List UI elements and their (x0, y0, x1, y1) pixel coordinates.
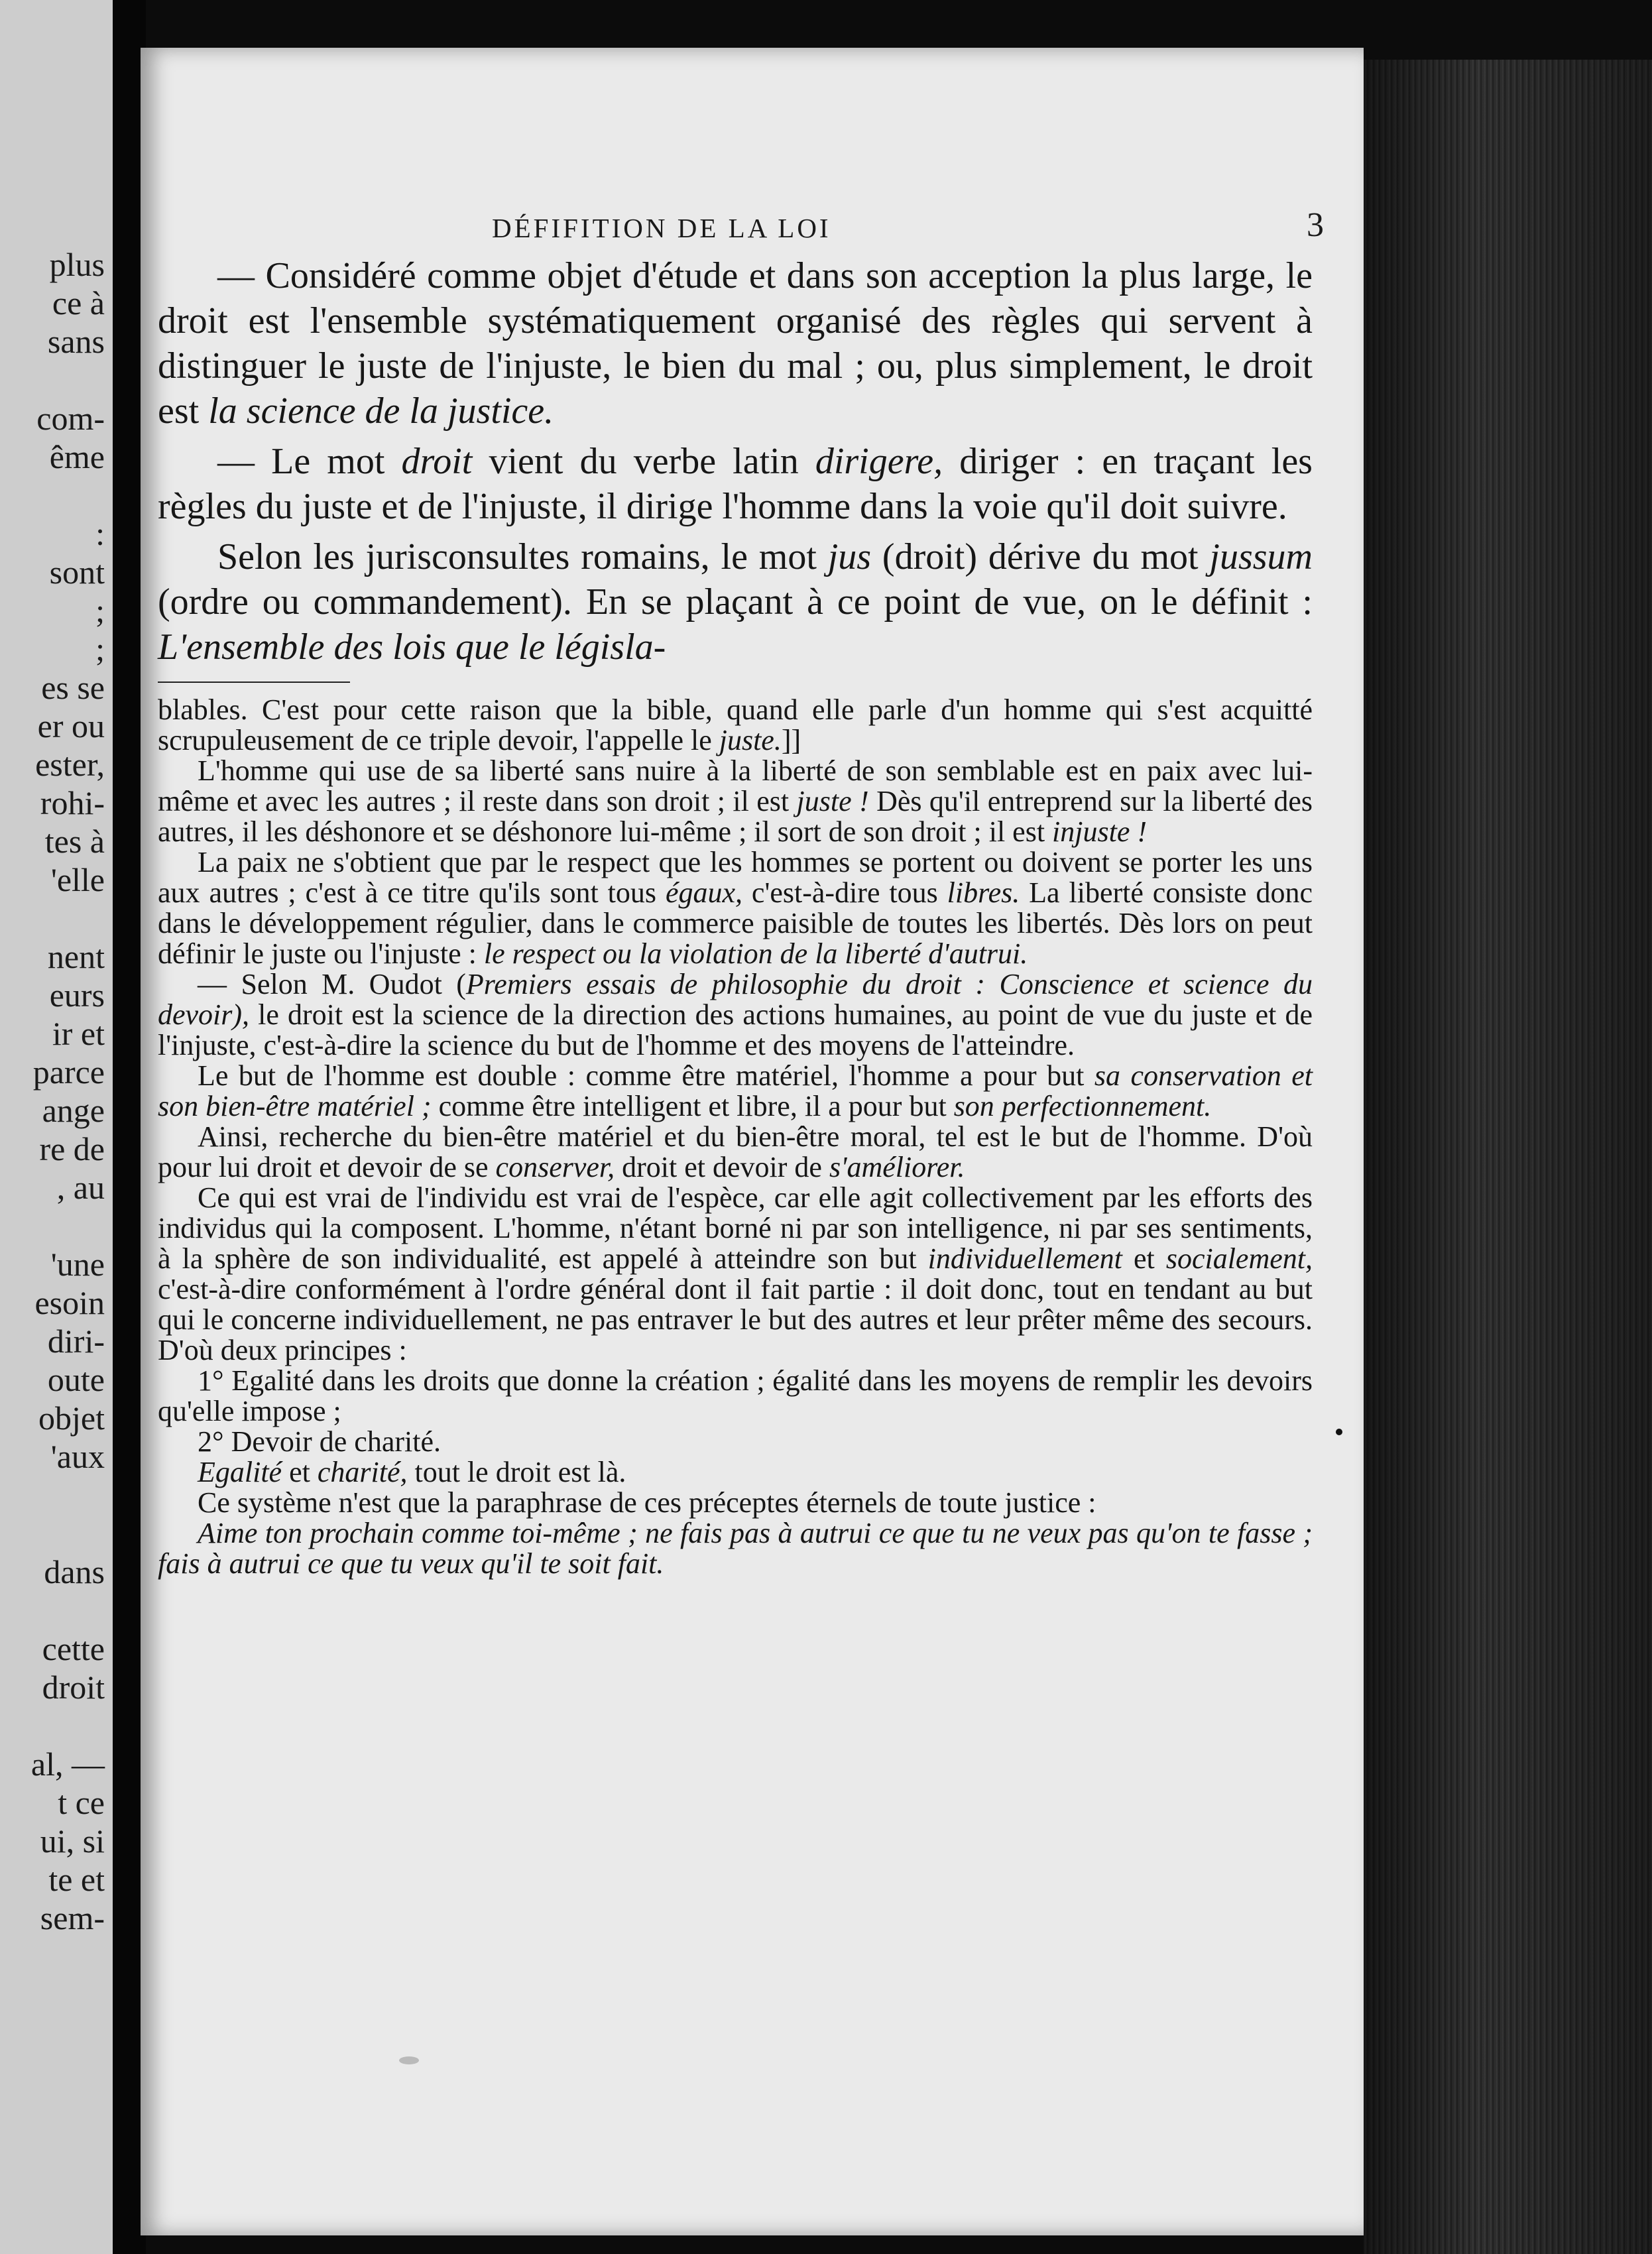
facing-page-fragment: dans (44, 1553, 105, 1590)
italic-run: s'améliorer. (829, 1151, 965, 1183)
text-run: — Selon M. Oudot ( (198, 968, 466, 1000)
facing-page-fragment: ; (95, 592, 105, 629)
text-run: Ce qui est vrai de l'individu est vrai de l'espèce, car elle agit collectivement par les efforts des individus qui la composent. L'homme, n'étant borné ni par son intelligence, ni par ses sentiments, à la sphère de son individualité, est appelé à atteindre son but (158, 1181, 1313, 1275)
text-run: c'est-à-dire conformément à l'ordre général dont il fait partie : il doit donc, tout en tendant au but qui le concerne individuellement, ne pas entraver le but des autres et leur prêter même des secours. D'où deux principes : (158, 1273, 1313, 1366)
text-run: comme être intelligent et libre, il a pour but (431, 1090, 954, 1122)
facing-page-fragment: er ou (37, 707, 105, 744)
facing-page-fragment: droit (42, 1669, 105, 1706)
italic-run: juste ! (796, 785, 869, 817)
facing-page-fragment: sem- (40, 1899, 105, 1936)
facing-page-fragment (0, 1591, 113, 1630)
book-page (141, 48, 1364, 2235)
italic-run: sa conservation et son bien-être matériel ; (158, 1059, 1313, 1122)
italic-run: jus (827, 536, 872, 577)
facing-page-fragment: 'elle (50, 861, 105, 898)
text-run: vient du verbe latin (472, 441, 815, 482)
text-run: Dès qu'il entreprend sur la liberté des autres, il les déshonore et se déshonore lui-même ; il sort de son droit ; il est (158, 785, 1313, 848)
paragraph (158, 534, 1313, 670)
italic-run: dirigere, (815, 441, 943, 482)
text-run: Selon les jurisconsultes romains, le mot (217, 536, 828, 577)
dust-speck (1336, 1429, 1342, 1435)
facing-page-fragment (0, 1207, 113, 1245)
facing-page-fragment: 'aux (50, 1438, 105, 1475)
facing-page-fragment: oute (47, 1361, 105, 1398)
page-header (141, 206, 1364, 252)
facing-page-fragment: eurs (49, 977, 105, 1014)
facing-page-fragment: ester, (35, 746, 105, 783)
italic-run: L'ensemble des lois que le législa- (158, 626, 666, 668)
text-run: Le but de l'homme est double : comme être matériel, l'homme a pour but (198, 1059, 1094, 1092)
footnote-paragraph (158, 969, 1313, 1061)
facing-page-fragment (0, 899, 113, 937)
facing-page-fragment: 'une (50, 1246, 105, 1283)
italic-run: conserver, (495, 1151, 615, 1183)
facing-page-fragment: tes à (44, 823, 105, 860)
footnote-paragraph: Ce système n'est que la paraphrase de ces préceptes éternels de toute justice : (198, 1486, 1096, 1519)
running-head: DÉFIFITION DE LA LOI (492, 213, 831, 243)
footnote-quote: Aime ton prochain comme toi-même ; ne fais pas à autrui ce que tu ne veux pas qu'on te fasse ; fais à autrui ce que tu veux qu'il te soit fait. (158, 1517, 1313, 1580)
footnote-paragraph (158, 1061, 1313, 1122)
facing-page-fragment (0, 361, 113, 399)
footnote-paragraph (158, 1183, 1313, 1366)
text-run: (droit) dérive du mot (871, 536, 1210, 577)
facing-page-fragment: rohi- (40, 784, 105, 821)
paragraph (158, 253, 1313, 434)
facing-page-fragment: com- (36, 400, 105, 437)
facing-page-fragment: ui, si (40, 1822, 105, 1860)
text-run: le droit est la science de la direction des actions humaines, au point de vue du juste et de l'injuste, c'est-à-dire la science du but de l'homme et des moyens de l'atteindre. (158, 998, 1313, 1061)
facing-page-fragment: ange (42, 1092, 105, 1129)
footnote-paragraph (158, 695, 1313, 756)
text-run: diriger : en traçant les règles du juste et de l'injuste, il dirige l'homme dans la voie qu'il doit suivre. (158, 441, 1313, 527)
text-run: Ainsi, recherche du bien-être matériel et du bien-être moral, tel est le but de l'homme. D'où pour lui droit et devoir de se (158, 1120, 1313, 1183)
italic-run: Premiers essais de philosophie du droit : Conscience et science du devoir), (158, 968, 1313, 1031)
text-run: La paix ne s'obtient que par le respect que les hommes se portent ou doivent se porter les uns aux autres ; c'est à ce titre qu'ils sont tous (158, 846, 1313, 909)
text-run: blables. C'est pour cette raison que la bible, quand elle parle d'un homme qui s'est acquitté scrupuleusement de ce triple devoir, l'appelle le (158, 693, 1313, 756)
facing-page-fragment (0, 476, 113, 514)
facing-page-fragment: diri- (47, 1323, 105, 1360)
italic-run: injuste ! (1052, 815, 1148, 848)
main-text (158, 253, 1313, 1579)
text-run: tout le droit est là. (407, 1456, 626, 1488)
facing-page-fragment (0, 1706, 113, 1745)
italic-run: droit (401, 441, 473, 482)
footnote-paragraph: 1° Egalité dans les droits que donne la création ; égalité dans les moyens de remplir les devoirs qu'elle impose ; (158, 1364, 1313, 1427)
book-page-edges (1364, 60, 1652, 2254)
italic-run: individuellement (927, 1242, 1122, 1275)
facing-page-fragment: objet (38, 1399, 105, 1437)
page-number: 3 (1307, 206, 1324, 244)
footnote-paragraph (158, 1457, 1313, 1488)
facing-page-fragment: sans (47, 323, 105, 360)
facing-page-fragment: ce à (52, 284, 105, 322)
text-run: droit et devoir de (615, 1151, 829, 1183)
text-run: ]] (781, 724, 801, 756)
facing-page-left (0, 0, 113, 2254)
footnote-paragraph (158, 1122, 1313, 1183)
facing-page-fragment: es se (41, 669, 105, 706)
paper-stain (399, 2056, 419, 2064)
facing-page-fragment: ; (95, 630, 105, 668)
italic-run: la science de la justice. (208, 390, 554, 432)
facing-page-fragment: nent (47, 938, 105, 975)
text-run: et (1122, 1242, 1166, 1275)
text-run: — Le mot (217, 441, 402, 482)
italic-run: charité, (317, 1456, 408, 1488)
facing-page-fragment: parce (32, 1053, 105, 1091)
footnote-paragraph (158, 847, 1313, 969)
text-run: c'est-à-dire tous (742, 876, 947, 909)
footnote-paragraph (158, 756, 1313, 847)
facing-page-fragment: re de (39, 1130, 105, 1167)
facing-page-fragment (0, 1476, 113, 1514)
text-run: La liberté consiste donc dans le développement régulier, dans le commerce paisible de toutes les libertés. Dès lors on peut définir le juste ou l'injuste : (158, 876, 1313, 970)
italic-run: égaux, (665, 876, 742, 909)
italic-run: juste. (719, 724, 782, 756)
facing-page-fragment: , au (56, 1169, 105, 1206)
facing-page-fragment (0, 1514, 113, 1553)
facing-page-fragment: esoin (34, 1284, 105, 1321)
facing-page-fragment: al, — (30, 1746, 105, 1783)
footnote-paragraph: 2° Devoir de charité. (198, 1425, 441, 1458)
paragraph (158, 439, 1313, 529)
italic-run: son perfectionnement. (953, 1090, 1212, 1122)
facing-page-fragment: ir et (52, 1015, 105, 1052)
facing-page-fragment: te et (48, 1861, 105, 1898)
text-run: (ordre ou commandement). En se plaçant à ce point de vue, on le définit : (158, 581, 1313, 623)
facing-page-fragment: ême (49, 438, 105, 475)
facing-page-fragment: plus (49, 246, 105, 283)
footnote-rule (158, 682, 350, 683)
facing-page-fragment: cette (42, 1630, 105, 1667)
italic-run: le respect ou la violation de la liberté d'autrui. (483, 937, 1028, 970)
facing-page-fragment: t ce (58, 1784, 105, 1821)
italic-run: Egalité (198, 1456, 282, 1488)
text-run: L'homme qui use de sa liberté sans nuire à la liberté de son semblable est en paix avec lui-même et avec les autres ; il reste dans son droit ; il est (158, 754, 1313, 817)
facing-page-text (0, 245, 113, 1937)
italic-run: jussum (1209, 536, 1313, 577)
facing-page-fragment: : (95, 515, 105, 552)
italic-run: socialement, (1165, 1242, 1313, 1275)
text-run: — Considéré comme objet d'étude et dans son acception la plus large, le droit est l'ensemble systématiquement organisé des règles qui servent à distinguer le juste de l'injuste, le bien du mal ; ou, plus simplement, le droit est (158, 255, 1313, 432)
text-run: et (282, 1456, 318, 1488)
facing-page-fragment: sont (49, 554, 105, 591)
italic-run: libres. (947, 876, 1020, 909)
